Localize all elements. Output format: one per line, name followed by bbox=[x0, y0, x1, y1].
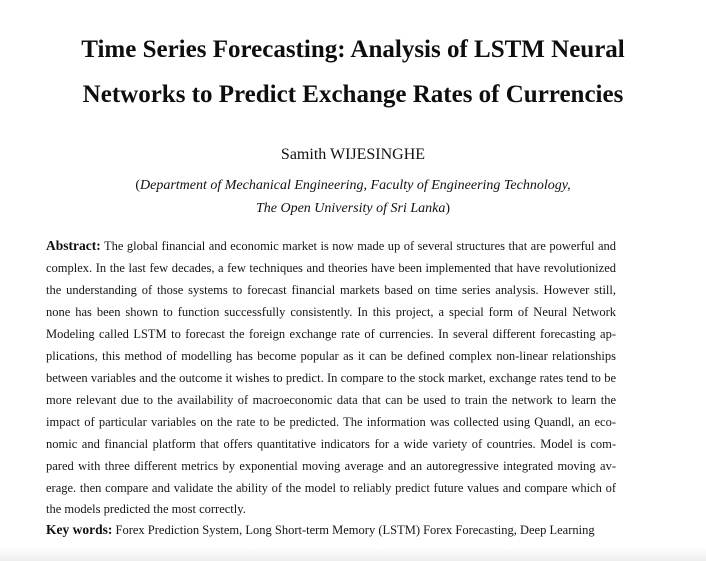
abstract-line: pared with three different metrics by exponential moving average and an autoregressive integrated moving av- bbox=[46, 459, 616, 473]
abstract-line: between variables and the outcome it wishes to predict. In compare to the stock market, exchange rates tend to be bbox=[46, 371, 616, 385]
abstract-text: The global financial and economic market is now made up of several structures that are powerful and bbox=[100, 239, 616, 253]
abstract-line: none has been shown to function successfully consistently. In this project, a special form of Neural Network bbox=[46, 305, 616, 319]
abstract-line: Modeling called LSTM to forecast the foreign exchange rate of currencies. In several different forecasting ap- bbox=[46, 327, 616, 341]
keywords-label: Key words: bbox=[46, 522, 113, 537]
abstract-line: complex. In the last few decades, a few techniques and theories have been implemented that have revolutionized bbox=[46, 261, 616, 275]
paper-title-line-2: Networks to Predict Exchange Rates of Currencies bbox=[82, 81, 624, 108]
abstract-line: more relevant due to the availability of macroeconomic data that can be used to train the network to learn the bbox=[46, 393, 616, 407]
paper-title-line-1: Time Series Forecasting: Analysis of LSTM Neural bbox=[81, 36, 625, 63]
abstract-line: plications, this method of modelling has become popular as it can be defined complex non-linear relationships bbox=[46, 349, 616, 363]
page-bottom-shadow bbox=[0, 547, 706, 561]
affiliation-line-2 bbox=[0, 201, 706, 217]
keywords-text: Forex Prediction System, Long Short-term Memory (LSTM) Forex Forecasting, Deep Learning bbox=[112, 523, 595, 537]
affiliation-close-paren: ) bbox=[445, 201, 451, 216]
affiliation-university: The Open University of Sri Lanka bbox=[255, 201, 446, 216]
affiliation-line-1 bbox=[0, 178, 706, 194]
affiliation-department: Department of Mechanical Engineering, Faculty of Engineering Technology, bbox=[140, 178, 571, 193]
abstract-line: the understanding of those systems to forecast financial markets based on time series analysis. However still, bbox=[46, 283, 616, 297]
abstract-line: impact of particular variables on the rate to be predicted. The information was collected using Quandl, an eco- bbox=[46, 415, 616, 429]
affiliation-open-paren: ( bbox=[135, 178, 140, 193]
abstract-line bbox=[46, 238, 616, 254]
abstract-label: Abstract: bbox=[46, 238, 101, 253]
author-name: Samith WIJESINGHE bbox=[280, 146, 426, 163]
keywords-line bbox=[46, 522, 595, 538]
abstract-line: nomic and financial platform that offers quantitative indicators for a wide variety of countries. Model is com- bbox=[46, 437, 616, 451]
abstract-line: erage. then compare and validate the ability of the model to reliably predict future values and compare which of bbox=[46, 481, 616, 495]
abstract-line: the models predicted the most correctly. bbox=[46, 502, 246, 516]
